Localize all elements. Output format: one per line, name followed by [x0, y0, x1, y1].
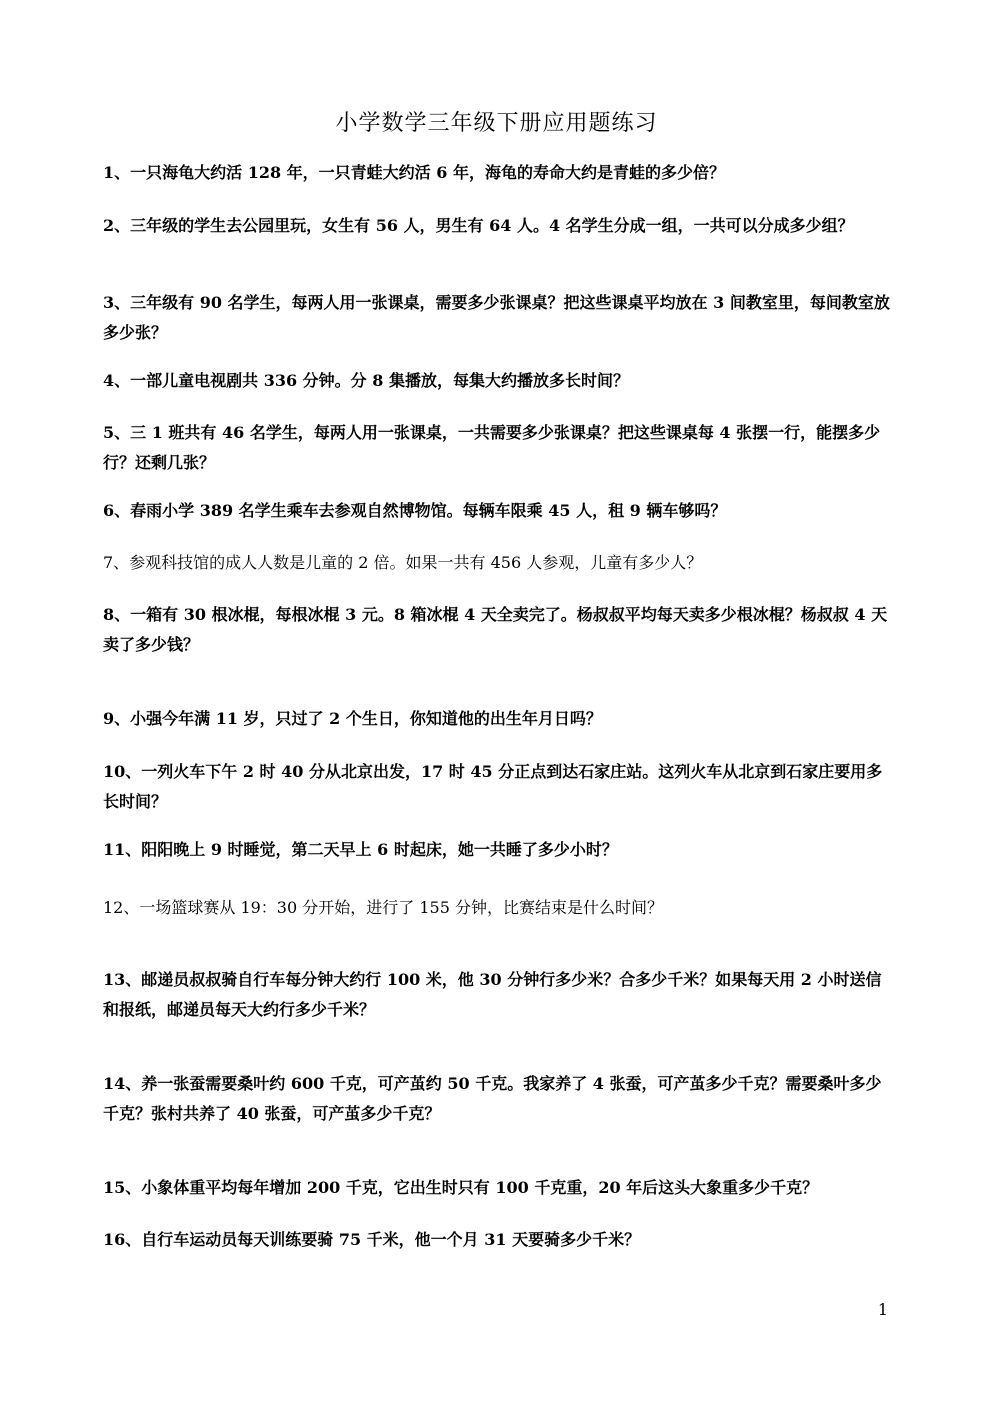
question-5: 5、三 1 班共有 46 名学生，每两人用一张课桌，一共需要多少张课桌？把这些课桌每 4 张摆一行，能摆多少行？还剩几张？: [103, 423, 881, 472]
question-16: 16、自行车运动员每天训练要骑 75 千米，他一个月 31 天要骑多少千米？: [103, 1230, 641, 1249]
question-6: 6、春雨小学 389 名学生乘车去参观自然博物馆。每辆车限乘 45 人，租 9 辆车够吗？: [103, 501, 727, 520]
question-1: 1、一只海龟大约活 128 年，一只青蛙大约活 6 年，海龟的寿命大约是青蛙的多少倍？: [103, 163, 725, 182]
page-title: 小学数学三年级下册应用题练习: [335, 111, 658, 136]
question-11: 11、阳阳晚上 9 时睡觉，第二天早上 6 时起床，她一共睡了多少小时？: [103, 840, 618, 859]
question-13: 13、邮递员叔叔骑自行车每分钟大约行 100 米，他 30 分钟行多少米？合多少千米？如果每天用 2 小时送信和报纸，邮递员每天大约行多少千米？: [103, 970, 882, 1019]
question-14: 14、养一张蚕需要桑叶约 600 千克，可产茧约 50 千克。我家养了 4 张蚕，可产茧多少千克？需要桑叶多少千克？张村共养了 40 张蚕，可产茧多少千克？: [103, 1074, 882, 1123]
question-12: 12、一场篮球赛从 19：30 分开始，进行了 155 分钟，比赛结束是什么时间？: [103, 898, 663, 917]
page-number: 1: [877, 1300, 888, 1319]
question-2: 2、三年级的学生去公园里玩，女生有 56 人，男生有 64 人。4 名学生分成一组，一共可以分成多少组？: [103, 216, 854, 235]
question-15: 15、小象体重平均每年增加 200 千克，它出生时只有 100 千克重，20 年后这头大象重多少千克？: [103, 1178, 819, 1197]
question-8: 8、一箱有 30 根冰棍，每根冰棍 3 元。8 箱冰棍 4 天全卖完了。杨叔叔平均每天卖多少根冰棍？杨叔叔 4 天卖了多少钱？: [103, 605, 888, 654]
question-7: 7、参观科技馆的成人人数是儿童的 2 倍。如果一共有 456 人参观，儿童有多少人？: [103, 553, 703, 572]
question-10: 10、一列火车下午 2 时 40 分从北京出发，17 时 45 分正点到达石家庄站。这列火车从北京到石家庄要用多长时间？: [103, 762, 883, 811]
question-9: 9、小强今年满 11 岁，只过了 2 个生日，你知道他的出生年月日吗？: [103, 709, 602, 728]
question-3: 3、三年级有 90 名学生，每两人用一张课桌，需要多少张课桌？把这些课桌平均放在 3 间教室里，每间教室放多少张？: [103, 293, 890, 342]
question-4: 4、一部儿童电视剧共 336 分钟。分 8 集播放，每集大约播放多长时间？: [103, 371, 629, 390]
